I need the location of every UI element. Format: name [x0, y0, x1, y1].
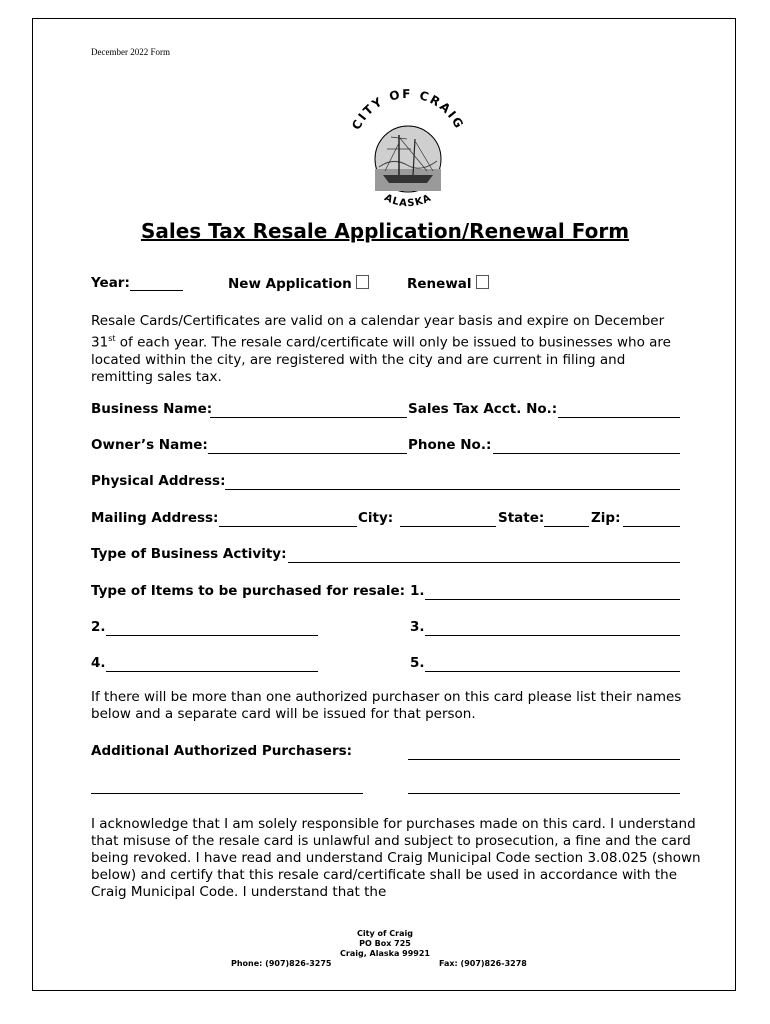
- additional-purchaser-3-line[interactable]: [408, 793, 680, 794]
- items-purchased-label: Type of Items to be purchased for resale:: [91, 583, 406, 599]
- form-title: Sales Tax Resale Application/Renewal Form: [140, 219, 630, 243]
- business-name-input-line[interactable]: [210, 417, 407, 418]
- footer-fax: Fax: (907)826-3278: [439, 959, 527, 968]
- physical-address-input-line[interactable]: [225, 489, 680, 490]
- state-input-line[interactable]: [544, 526, 589, 527]
- footer-city-name: City of Craig: [357, 929, 413, 938]
- city-seal-logo: [333, 79, 483, 229]
- new-application-label: New Application: [228, 276, 352, 292]
- owner-name-input-line[interactable]: [208, 453, 407, 454]
- zip-label: Zip:: [591, 510, 621, 526]
- state-label: State:: [498, 510, 545, 526]
- zip-input-line[interactable]: [623, 526, 680, 527]
- footer-city-state: Craig, Alaska 99921: [340, 949, 430, 958]
- additional-purchasers-label: Additional Authorized Purchasers:: [91, 743, 353, 759]
- city-label: City:: [358, 510, 394, 526]
- sales-tax-acct-input-line[interactable]: [558, 417, 680, 418]
- intro-sup: st: [108, 334, 116, 343]
- city-input-line[interactable]: [400, 526, 496, 527]
- business-activity-label: Type of Business Activity:: [91, 546, 287, 562]
- business-name-label: Business Name:: [91, 401, 213, 417]
- year-label: Year:: [91, 275, 130, 291]
- svg-text:CITY OF CRAIG: CITY OF CRAIG: [349, 86, 467, 133]
- additional-purchaser-1-line[interactable]: [408, 759, 680, 760]
- form-page: [32, 18, 736, 991]
- footer-po-box: PO Box 725: [359, 939, 411, 948]
- phone-no-label: Phone No.:: [408, 437, 492, 453]
- new-application-option: [228, 275, 369, 292]
- business-activity-input-line[interactable]: [288, 562, 680, 563]
- item-4-label: 4.: [91, 655, 106, 671]
- owner-name-label: Owner’s Name:: [91, 437, 208, 453]
- renewal-label: Renewal: [407, 276, 472, 292]
- footer-phone: Phone: (907)826-3275: [231, 959, 332, 968]
- phone-no-input-line[interactable]: [493, 453, 680, 454]
- item-5-label: 5.: [410, 655, 425, 671]
- renewal-option: [407, 275, 489, 292]
- mailing-address-label: Mailing Address:: [91, 510, 219, 526]
- item-1-input-line[interactable]: [425, 599, 680, 600]
- intro-text-1: Resale Cards/Certificates are valid on a calendar year basis and expire on December 31: [91, 313, 665, 351]
- item-3-input-line[interactable]: [425, 635, 680, 636]
- svg-text:ALASKA: ALASKA: [382, 192, 434, 210]
- new-application-checkbox[interactable]: [356, 275, 369, 289]
- form-date: December 2022 Form: [91, 47, 170, 57]
- item-2-input-line[interactable]: [106, 635, 318, 636]
- acknowledgement-paragraph: I acknowledge that I am solely responsible for purchases made on this card. I understand that misuse of the resale card is unlawful and subject to prosecution, a fine and the card being revoked. I have read and understand Craig Municipal Code section 3.08.025 (shown below) and certify that this resale card/certificate shall be used in accordance with the Craig Municipal Code. I understand that the: [91, 816, 701, 900]
- mailing-address-input-line[interactable]: [219, 526, 357, 527]
- additional-purchaser-2-line[interactable]: [91, 793, 363, 794]
- item-2-label: 2.: [91, 619, 106, 635]
- item-4-input-line[interactable]: [106, 671, 318, 672]
- renewal-checkbox[interactable]: [476, 275, 489, 289]
- intro-paragraph: [91, 313, 691, 386]
- intro-text-2: of each year. The resale card/certificate will only be issued to businesses who are located within the city, are registered with the city and are current in filing and remitting sales tax.: [91, 334, 671, 385]
- sales-tax-acct-label: Sales Tax Acct. No.:: [408, 401, 558, 417]
- purchaser-note: If there will be more than one authorized purchaser on this card please list their names below and a separate card will be issued for that person.: [91, 689, 682, 722]
- item-5-input-line[interactable]: [425, 671, 680, 672]
- physical-address-label: Physical Address:: [91, 473, 226, 489]
- item-1-label: 1.: [410, 583, 425, 599]
- year-input-line[interactable]: [130, 290, 183, 291]
- item-3-label: 3.: [410, 619, 425, 635]
